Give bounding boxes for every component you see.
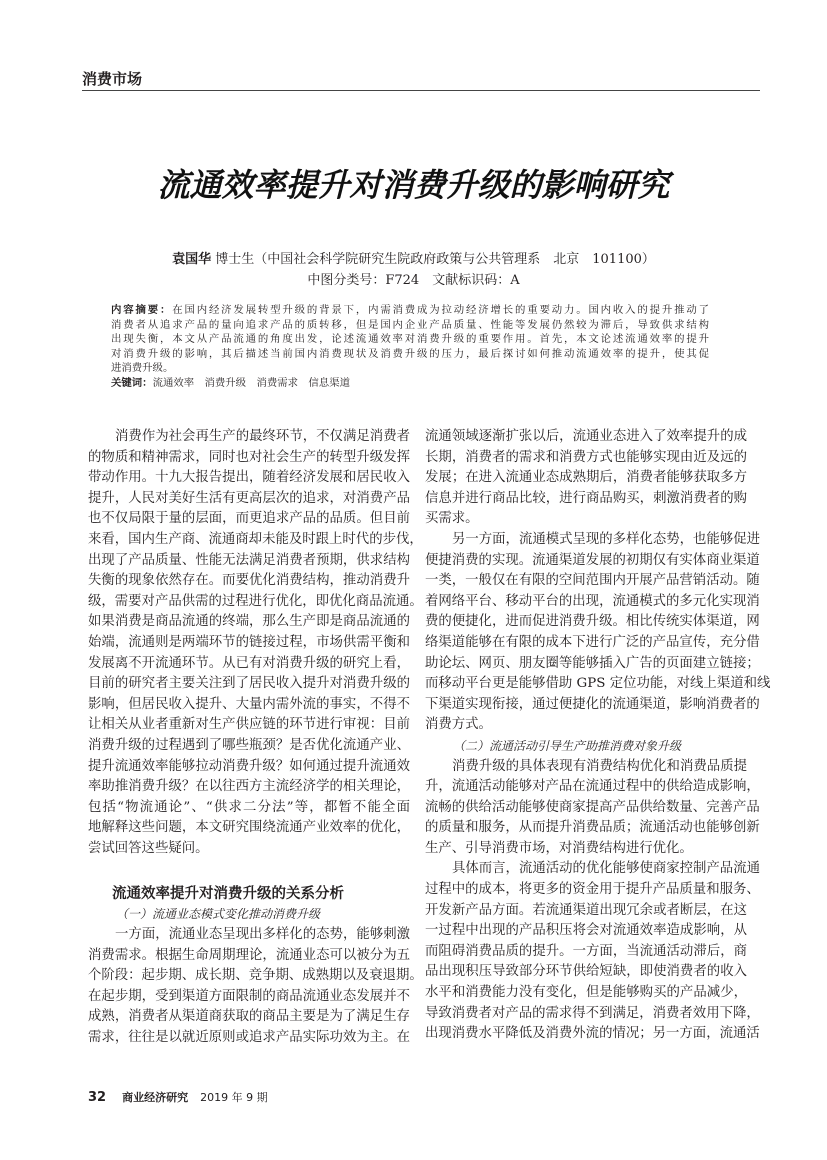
text-line: 失衡的现象依然存在。而要优化消费结构，推动消费升: [88, 573, 410, 589]
journal-name: 商业经济研究: [122, 1091, 189, 1104]
paragraph: [425, 530, 771, 736]
text-line: 另一方面，流通模式呈现的多样化态势，也能够促进: [452, 531, 760, 547]
text-line: 一方面，流通业态呈现出多样化的态势，能够刺激: [115, 927, 410, 943]
text-line: 如果消费是商品流通的终端，那么生产即是商品流通的: [88, 614, 410, 630]
abstract-text: 在国内经济发展转型升级的背景下，内需消费成为拉动经济增长的重要动力。国内收入的提升推动了: [172, 304, 710, 316]
text-line: 具体而言，流通活动的优化能够使商家控制产品流通: [452, 861, 760, 877]
text-line: 而阻碍消费品质的提升。一方面，当流通活动滞后，商: [425, 943, 747, 959]
text-line: 始端，流通则是两端环节的链接过程，市场供需平衡和: [88, 634, 410, 650]
text-line: 来看，国内生产商、流通商却未能及时跟上时代的步伐，: [88, 531, 423, 547]
keywords-line: [111, 376, 709, 391]
text-line: 带动作用。十九大报告提出，随着经济发展和居民收入: [88, 470, 410, 486]
text-line: 的质量和服务，从而提升消费品质；流通活动也能够创新: [425, 820, 760, 836]
text-line: 长期，消费者的需求和消费方式也能够实现由近及远的: [425, 449, 747, 465]
text-line: 开发新产品方面。若流通渠道出现冗余或者断层，在这: [425, 902, 747, 918]
text-line: 下渠道实现衔接，通过便捷化的流通渠道，影响消费者的: [425, 696, 760, 712]
author-name: 袁国华: [172, 252, 212, 267]
header-rule: [82, 90, 760, 91]
text-line: 而移动平台更是能够借助 GPS 定位功能，对线上渠道和线: [425, 676, 771, 692]
paragraph: [425, 859, 760, 1044]
section-label: 消费市场: [82, 70, 143, 88]
text-line: 一过程中出现的产品积压将会对流通效率造成影响，从: [425, 923, 747, 939]
text-line: 地解释这些问题，本文研究围绕流通产业效率的优化，: [88, 820, 410, 836]
page-number: 32: [88, 1090, 107, 1105]
text-line: 络渠道能够在有限的成本下进行广泛的产品宣传，充分借: [425, 634, 760, 650]
keywords: 流通效率 消费升级 消费需求 信息渠道: [152, 376, 350, 389]
text-line: 提升流通效率能够拉动消费升级？如何通过提升流通效: [88, 758, 410, 774]
author-affiliation: 博士生（中国社会科学院研究生院政府政策与公共管理系 北京 101100）: [215, 252, 655, 267]
text-line: 消费方式。: [425, 717, 492, 733]
text-line: 出现消费水平降低及消费外流的情况；另一方面，流通活: [425, 1026, 760, 1042]
paragraph: [88, 925, 423, 1049]
right-column: [425, 427, 771, 1045]
text-line: 包括“物流通论”、“供求二分法”等，都暂不能全面: [88, 799, 410, 815]
text-line: 也不仅局限于量的层面，而更追求产品的品质。但目前: [88, 511, 410, 527]
text-line: 便捷消费的实现。流通渠道发展的初期仅有实体商业渠道: [425, 552, 760, 568]
subsection-heading: （一）流通业态模式变化推动消费升级: [116, 907, 321, 922]
text-line: 费的便捷化，进而促进消费升级。相比传统实体渠道，网: [425, 614, 760, 630]
text-line: 级，需要对产品供需的过程进行优化，即优化商品流通。: [88, 593, 423, 609]
text-line: 消费升级的过程遇到了哪些瓶颈？是否优化流通产业、: [88, 737, 410, 753]
abstract-label: 内容摘要：: [111, 304, 173, 316]
paragraph: [425, 757, 760, 860]
text-line: 流畅的供给活动能够使商家提高产品供给数量、完善产品: [425, 799, 760, 815]
subsection-heading: （二）流通活动引导生产助推消费对象升级: [453, 738, 682, 753]
text-line: 导致消费者对产品的需求得不到满足，消费者效用下降，: [425, 1005, 760, 1021]
text-line: 过程中的成本，将更多的资金用于提升产品质量和服务、: [425, 882, 760, 898]
left-column: [88, 427, 423, 1049]
abstract-line: 出现失衡，本文从产品流通的角度出发，论述流通效率对消费升级的重要作用。首先，本文论述流通效率的提升: [111, 333, 709, 346]
text-line: 买需求。: [425, 511, 479, 527]
text-line: 个阶段：起步期、成长期、竞争期、成熟期以及衰退期。: [88, 968, 423, 984]
text-line: 出现了产品质量、性能无法满足消费者预期，供求结构: [88, 552, 410, 568]
text-line: 提升，人民对美好生活有更高层次的追求，对消费产品: [88, 490, 410, 506]
text-line: 品出现积压导致部分环节供给短缺，即使消费者的收入: [425, 964, 747, 980]
author-line: [0, 248, 827, 267]
section-heading: 流通效率提升对消费升级的关系分析: [112, 886, 344, 903]
text-line: 信息并进行商品比较，进行商品购买，刺激消费者的购: [425, 490, 747, 506]
text-line: 消费需求。根据生命周期理论，流通业态可以被分为五: [88, 947, 410, 963]
classification-line: 中图分类号：F724 文献标识码：A: [307, 273, 520, 288]
issue: 2019 年 9 期: [200, 1091, 268, 1104]
text-line: 流通领域逐渐扩张以后，流通业态进入了效率提升的成: [425, 429, 747, 444]
abstract-line: [111, 303, 709, 318]
text-line: 着网络平台、移动平台的出现，流通模式的多元化实现消: [425, 593, 760, 609]
text-line: 的物质和精神需求，同时也对社会生产的转型升级发挥: [88, 449, 410, 465]
paragraph: [88, 427, 423, 859]
text-line: 率助推消费升级？在以往西方主流经济学的相关理论，: [88, 779, 410, 795]
text-line: 让相关从业者重新对生产供应链的环节进行审视：目前: [88, 717, 410, 733]
text-line: 生产、引导消费市场，对消费结构进行优化。: [425, 840, 693, 856]
keywords-label: 关键词：: [111, 376, 153, 389]
abstract-body: [111, 303, 709, 376]
abstract-line: 消费者从追求产品的量向追求产品的质转移，但是国内企业产品质量、性能等发展仍然较为滞后，导致供求结构: [111, 318, 709, 331]
text-line: 发展离不开流通环节。从已有对消费升级的研究上看，: [88, 655, 410, 671]
text-line: 发展；在进入流通业态成熟期后，消费者能够获取多方: [425, 470, 747, 486]
abstract-line: 进消费升级。: [111, 362, 174, 375]
text-line: 目前的研究者主要关注到了居民收入提升对消费升级的: [88, 676, 410, 692]
text-line: 需求，往往是以就近原则或追求产品实际功效为主。在: [88, 1030, 410, 1046]
text-line: 尝试回答这些疑问。: [88, 840, 209, 856]
abstract: [111, 303, 709, 391]
abstract-line: 对消费升级的影响，其后描述当前国内消费现状及消费升级的压力，最后探讨如何推动流通效率的提升，使其促: [111, 347, 709, 360]
text-line: 成熟，消费者从渠道商获取的商品主要是为了满足生存: [88, 1009, 410, 1025]
text-line: 升，流通活动能够对产品在流通过程中的供给造成影响，: [425, 779, 760, 795]
text-line: 消费升级的具体表现有消费结构优化和消费品质提: [452, 758, 747, 774]
text-line: 助论坛、网页、朋友圈等能够插入广告的页面建立链接；: [425, 655, 760, 671]
text-line: 一类，一般仅在有限的空间范围内开展产品营销活动。随: [425, 573, 760, 589]
text-line: 消费作为社会再生产的最终环节，不仅满足消费者: [115, 429, 410, 444]
text-line: 在起步期，受到渠道方面限制的商品流通业态发展并不: [88, 988, 410, 1004]
text-line: 影响，但居民收入提升、大量内需外流的事实，不得不: [88, 696, 410, 712]
text-line: 水平和消费能力没有变化，但是能够购买的产品减少，: [425, 985, 747, 1001]
paragraph: [425, 427, 747, 530]
footer: [88, 1089, 268, 1105]
article-title: 流通效率提升对消费升级的影响研究: [157, 166, 670, 204]
